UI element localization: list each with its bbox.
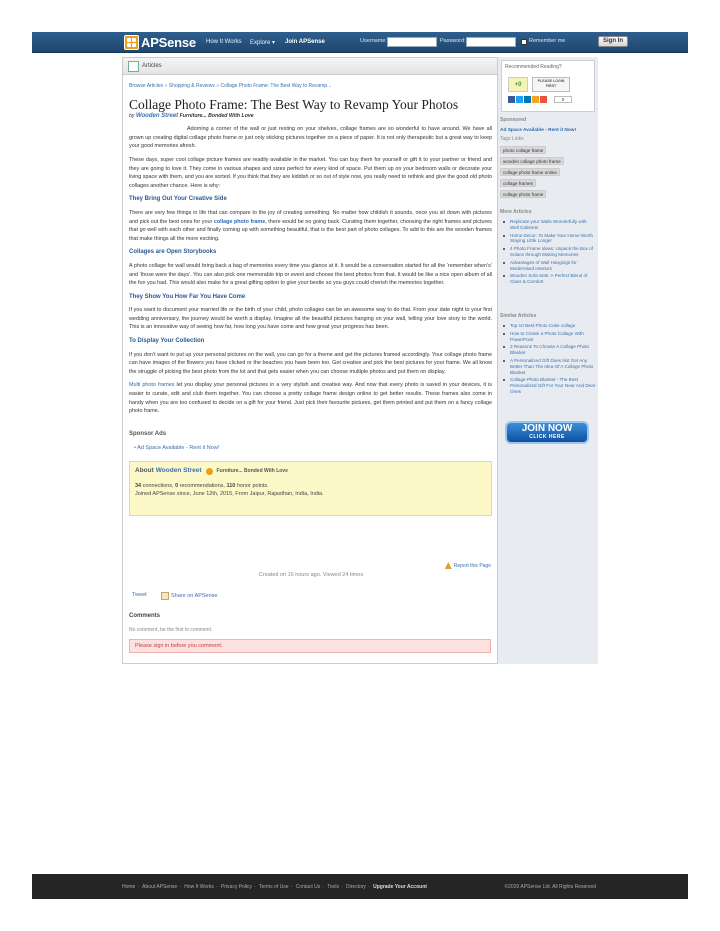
author-link[interactable]: Wooden Street <box>135 112 179 119</box>
more-article-link[interactable]: Home Decor: To Make Your Home Worth Staying Little Longer <box>502 233 596 245</box>
logo-grid-icon <box>124 35 139 50</box>
footer-link-directory[interactable]: Directory <box>346 884 367 890</box>
join-now-button[interactable]: JOIN NOW CLICK HERE <box>505 421 589 444</box>
tag-link[interactable]: wooden collage photo frame <box>500 157 564 165</box>
collage-photo-frame-link[interactable]: collage photo frame <box>213 218 266 225</box>
breadcrumb-shopping-reviews[interactable]: Shopping & Reviews <box>168 83 215 89</box>
plus-one-button[interactable]: +0 <box>508 77 528 92</box>
rss-icon[interactable] <box>532 96 539 103</box>
breadcrumb-current[interactable]: Collage Photo Frame: The Best Way to Revamp... <box>220 83 332 89</box>
apsense-logo[interactable] <box>124 34 196 51</box>
top-navigation-bar <box>32 32 688 53</box>
comments-title: Comments <box>129 613 161 619</box>
remember-me-checkbox[interactable] <box>521 39 527 45</box>
copyright: ©2020 APSense Ltd. All Rights Reserved <box>504 884 596 890</box>
similar-articles-list <box>502 323 596 397</box>
author-tagline: Furniture... Bonded With Love <box>179 112 254 119</box>
google-plus-icon[interactable] <box>540 96 547 103</box>
sponsor-ads-title: Sponsor Ads <box>129 430 167 437</box>
share-on-apsense-button[interactable]: Share on APSense <box>161 592 217 600</box>
footer-link-privacy[interactable]: Privacy Policy <box>220 884 253 890</box>
footer-link-contact[interactable]: Contact Us <box>295 884 321 890</box>
heading-creative-side: They Bring Out Your Creative Side <box>129 196 227 203</box>
paragraph-3: There are very few things in life that can compare to the joy of creating something. No matter how childish it sounds, once you sit down with pictures and pick out the best ones for your collage photo frame, there would be no going back. Curating them together, choosing the right frames and pictures that go well with each other and finally coming up with something beautiful, that is the best part of photo collages. To add to this are the wooden frames that make things all the more exciting. <box>129 209 492 242</box>
please-login-first: PLEASE LOGIN FIRST <box>532 77 570 92</box>
footer <box>32 874 688 899</box>
nav-how-it-works[interactable]: How It Works <box>206 39 242 45</box>
articles-header <box>123 58 497 75</box>
twitter-icon[interactable] <box>516 96 523 103</box>
sign-in-to-comment-notice[interactable]: Please sign in before you comment. <box>129 639 491 653</box>
footer-link-terms[interactable]: Terms of Use <box>259 884 289 890</box>
about-author-box: About Wooden Street Furniture... Bonded With Love 34 connections, 0 recommendations, 110 honor points. Joined APSense since, June 12th, 2015, From Jaipur, Rajasthan, India, India. <box>129 461 492 516</box>
paragraph-2: These days, super cool collage picture frames are readily available in the market. You can buy them for yourself or gift it to your partner or friend and they are going to love it. They come in various shapes and sizes perfect for every kind of space. Put them up on your bedroom walls or decorate your living space with them, and you are sorted. If you think that they are kiddish or so out of style now, you really need to rethink and give the good old photo collages another chance. Here is why: <box>129 156 492 189</box>
facebook-icon[interactable] <box>508 96 515 103</box>
social-share-icons <box>508 96 547 103</box>
remember-me-label: Remember me <box>529 38 566 44</box>
ad-space-link[interactable]: • Ad Space Available - Rent it Now! <box>134 445 220 452</box>
sidebar <box>498 57 598 664</box>
username-label: Username: <box>360 38 387 44</box>
footer-links: Home - About APSense - How It Works - Privacy Policy - Terms of Use - Contact Us - Tools - Directory - Upgrade Your Account <box>122 884 427 890</box>
paragraph-5: If you want to document your married life or the birth of your child, photo collages can be an awesome way to do that. From your date night to your first wedding anniversary, the journey would be worth a display. Imagine all the beautiful pictures hanging on your wall, telling your love story to the world. This is an innovative way of seeing how far, how long you have come and how great your progress has been. <box>129 307 492 331</box>
share-count: 0 <box>554 96 572 103</box>
heading-how-far: They Show You How Far You Have Come <box>129 293 246 300</box>
more-articles-list <box>502 219 596 287</box>
username-input[interactable] <box>387 37 437 47</box>
tags-links-title: Tags Links <box>500 136 524 142</box>
more-articles-title: More Articles <box>500 209 532 215</box>
sponsor-ads <box>129 430 492 453</box>
articles-header-label: Articles <box>142 63 162 69</box>
paragraph-intro: Adorning a corner of the wall or just resting on your shelves, collage frames are so wonderful to have around. We have all grown up creating digital collage photo frame or just only sticking pictures together on a piece of paper. It is not only therapeutic but a great way to keep your good memories afresh. <box>129 126 492 150</box>
logo-text: APSense <box>141 35 196 50</box>
created-info: Created on 16 hours ago. Viewed 24 times <box>258 572 364 578</box>
tag-link[interactable]: photo collage frame <box>500 146 546 154</box>
paragraph-7: Multi photo frames let you display your personal pictures in a very stylish and creative way. And now that every photo is saved in your devices, it is easier to curate, edit and club them together. You can choose a pretty collage frame design online to get better results. These frames also come in handy when you are too confused to decide on a gift for your friend. Just pick their favourite pictures, get them printed and put them on a fancy collage photo frame. <box>129 382 492 415</box>
sign-in-button[interactable]: Sign In <box>598 36 628 47</box>
paragraph-6: If you don’t want to put up your personal pictures on the wall, you can go for a theme and get the pictures framed accordingly. Your collage photo frame can have images of the flowers you have clicked or the beaches you have been too. Get creative and pick the best pictures for your frame. We all know the struggle of picking the best photo from the lot and that gets easier when you can choose multiple photos and put them on display. <box>129 351 492 375</box>
tweet-button[interactable]: Tweet <box>132 592 147 598</box>
article-panel <box>122 57 498 664</box>
article-pencil-icon <box>128 61 139 72</box>
heading-storybooks: Collages are Open Storybooks <box>129 249 217 256</box>
multi-photo-frames-link[interactable]: Multi photo frames <box>129 382 175 389</box>
share-icon <box>161 592 169 600</box>
similar-article-link[interactable]: How to Create a Photo Collage With PowerPoint <box>502 331 596 343</box>
article-content <box>129 82 492 516</box>
tag-link[interactable]: collage photo frame <box>500 190 546 198</box>
footer-link-home[interactable]: Home <box>122 884 136 890</box>
paragraph-4: A photo collage for wall would bring back a bag of memories every time you glance at it. It would be a conversation started for all the ‘remember when’s’ and ‘those were the days’. You can also pick one memorable trip or event and choose the best photos from that. It would be like a nice open album of all the fun you had. This would also make for a great gifting option to give your bestie so you guys could cherish the memories together. <box>129 262 492 287</box>
more-article-link[interactable]: Advantages of Wall Hangings for Modernised Interiors <box>502 260 596 272</box>
star-icon <box>206 468 213 475</box>
similar-article-link[interactable]: Collage Photo Blanket - The Best Personalized Gift For Your Near And Dear Ones <box>502 377 596 394</box>
footer-upgrade-link[interactable]: Upgrade Your Account <box>373 884 427 890</box>
report-page-link[interactable]: Report this Page <box>445 562 491 569</box>
heading-display-collection: To Display Your Collection <box>129 338 205 345</box>
article-title: Collage Photo Frame: The Best Way to Revamp Your Photos <box>129 96 459 112</box>
sponsored-title: Sponsored <box>500 117 527 123</box>
password-label: Password: <box>440 38 466 44</box>
chevron-down-icon: ▾ <box>272 40 276 46</box>
author-stats: 34 connections, 0 recommendations, 110 honor points. <box>135 482 269 489</box>
tag-link[interactable]: collage photo frame online <box>500 168 560 176</box>
footer-link-how-it-works[interactable]: How It Works <box>184 884 214 890</box>
author-joined: Joined APSense since, June 12th, 2015, From Jaipur, Rajasthan, India, India. <box>135 491 324 498</box>
warning-icon <box>445 562 452 569</box>
footer-link-about[interactable]: About APSense <box>142 884 178 890</box>
recommended-reading-box <box>501 60 595 112</box>
more-article-link[interactable]: Replicate your Walls Wonderfully with Wall Cabinets <box>502 219 596 231</box>
password-input[interactable] <box>466 37 516 47</box>
more-article-link[interactable]: 4 Photo Frame Ideas: Unpack the Box of Solace through Making Memories <box>502 246 596 258</box>
tag-link[interactable]: collage frames <box>500 179 536 187</box>
breadcrumb-browse-articles[interactable]: Browse Articles <box>129 83 164 89</box>
similar-articles-title: Similar Articles <box>500 313 537 319</box>
breadcrumb: Browse Articles » Shopping & Reviews » Collage Photo Frame: The Best Way to Revamp... <box>129 83 332 89</box>
byline: by Wooden Street Furniture... Bonded With Love <box>129 112 254 119</box>
footer-link-tools[interactable]: Tools <box>327 884 339 890</box>
similar-article-link[interactable]: Top 10 Best Photo Cake collage <box>502 323 596 329</box>
sponsored-ad-link[interactable]: Ad Space Available - Rent it Now! <box>500 128 577 133</box>
similar-article-link[interactable]: A Personalized Gift Does Not Get Any Better Than The Idea Of A Collage Photo Blanket <box>502 358 596 375</box>
no-comment-text: No comment, be the first to comment. <box>129 627 213 633</box>
about-author-link[interactable]: Wooden Street <box>155 467 202 474</box>
similar-article-link[interactable]: 3 Reasons To Choose A Collage Photo Blanket <box>502 344 596 356</box>
nav-explore[interactable]: Explore ▾ <box>250 40 276 46</box>
recommended-reading-title: Recommended Reading? <box>505 64 562 70</box>
nav-join-apsense[interactable]: Join APSense <box>285 39 325 45</box>
linkedin-icon[interactable] <box>524 96 531 103</box>
more-article-link[interactable]: Wooden Sofa Sets: A Perfect Blend of Class & Comfort <box>502 273 596 285</box>
